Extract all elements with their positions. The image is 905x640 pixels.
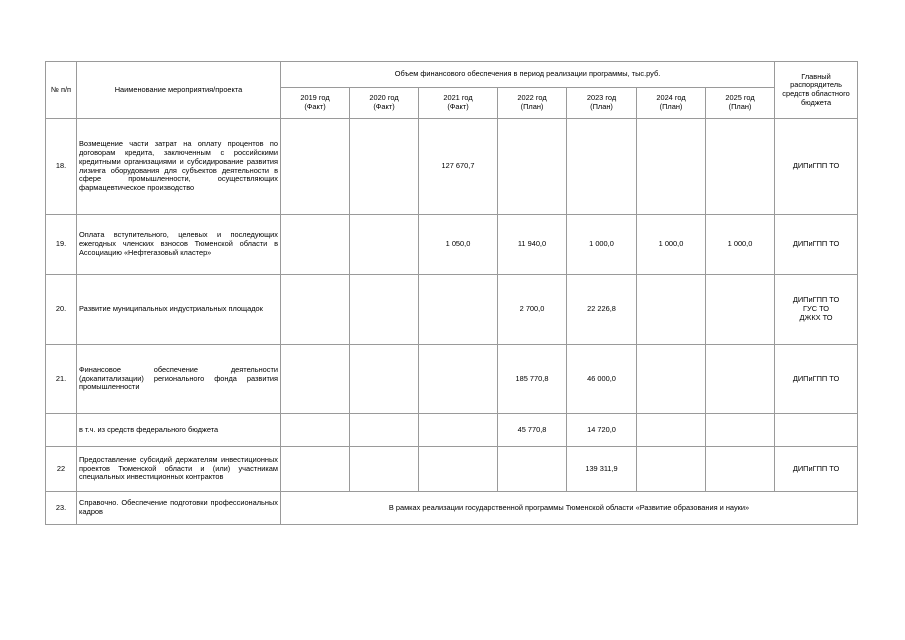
value-2023: 46 000,0 bbox=[567, 345, 637, 414]
value-2025 bbox=[706, 447, 775, 492]
value-2021: 1 050,0 bbox=[419, 215, 498, 275]
header-year-2021: 2021 год (Факт) bbox=[419, 88, 498, 119]
row-name: Справочно. Обеспечение подготовки профессиональных кадров bbox=[77, 492, 281, 525]
row-num: 22 bbox=[46, 447, 77, 492]
value-2024: 1 000,0 bbox=[637, 215, 706, 275]
row-distributor: ДИПиГПП ТО bbox=[775, 119, 858, 215]
value-2020 bbox=[350, 275, 419, 345]
value-2025 bbox=[706, 414, 775, 447]
table-row bbox=[46, 215, 858, 275]
value-2021 bbox=[419, 275, 498, 345]
table-row bbox=[46, 345, 858, 414]
value-2021 bbox=[419, 345, 498, 414]
funding-table bbox=[45, 61, 858, 525]
value-2022: 11 940,0 bbox=[498, 215, 567, 275]
header-name: Наименование мероприятия/проекта bbox=[77, 62, 281, 119]
distributor-line: ДЖКХ ТО bbox=[799, 312, 833, 322]
header-distributor: Главный распорядитель средств областного бюджета bbox=[775, 62, 858, 119]
header-year-2025: 2025 год (План) bbox=[706, 88, 775, 119]
header-year-2023: 2023 год (План) bbox=[567, 88, 637, 119]
value-2022: 45 770,8 bbox=[498, 414, 567, 447]
value-2025: 1 000,0 bbox=[706, 215, 775, 275]
value-2023: 1 000,0 bbox=[567, 215, 637, 275]
row-distributor: ДИПиГПП ТО bbox=[775, 447, 858, 492]
value-2019 bbox=[281, 215, 350, 275]
value-2021 bbox=[419, 414, 498, 447]
value-2022: 2 700,0 bbox=[498, 275, 567, 345]
value-2025 bbox=[706, 119, 775, 215]
value-2019 bbox=[281, 275, 350, 345]
row-num: 23. bbox=[46, 492, 77, 525]
row-name: Оплата вступительного, целевых и последующих ежегодных членских взносов Тюменской области в Ассоциацию «Нефтегазовый кластер» bbox=[77, 215, 281, 275]
value-2022 bbox=[498, 119, 567, 215]
header-year-2019: 2019 год (Факт) bbox=[281, 88, 350, 119]
value-2021 bbox=[419, 447, 498, 492]
row-distributor: ДИПиГПП ТО bbox=[775, 345, 858, 414]
header-year-2024: 2024 год (План) bbox=[637, 88, 706, 119]
row-name: в т.ч. из средств федерального бюджета bbox=[77, 414, 281, 447]
table-row bbox=[46, 275, 858, 345]
value-2024 bbox=[637, 119, 706, 215]
value-2024 bbox=[637, 275, 706, 345]
header-num: № п/п bbox=[46, 62, 77, 119]
value-2023: 22 226,8 bbox=[567, 275, 637, 345]
row-name: Развитие муниципальных индустриальных площадок bbox=[77, 275, 281, 345]
value-2019 bbox=[281, 414, 350, 447]
value-2020 bbox=[350, 345, 419, 414]
row-num: 18. bbox=[46, 119, 77, 215]
value-2024 bbox=[637, 345, 706, 414]
row-num: 21. bbox=[46, 345, 77, 414]
value-2022 bbox=[498, 447, 567, 492]
value-2023 bbox=[567, 119, 637, 215]
distributor-line: ДИПиГПП ТО bbox=[792, 295, 840, 305]
row-distributor bbox=[775, 414, 858, 447]
value-2025 bbox=[706, 275, 775, 345]
value-2024 bbox=[637, 414, 706, 447]
value-2019 bbox=[281, 447, 350, 492]
row-num bbox=[46, 414, 77, 447]
table-row bbox=[46, 414, 858, 447]
header-row-top bbox=[46, 62, 858, 88]
value-2023: 139 311,9 bbox=[567, 447, 637, 492]
row-num: 20. bbox=[46, 275, 77, 345]
value-2022: 185 770,8 bbox=[498, 345, 567, 414]
row-name: Возмещение части затрат на оплату процентов по договорам кредита, заключенным с российскими кредитными организациями и субсидирование развития лизинга оборудования для субъектов деятельности в сфере промышленности, осуществляющих фармацевтическое производство bbox=[77, 119, 281, 215]
value-2019 bbox=[281, 119, 350, 215]
table-row bbox=[46, 492, 858, 525]
header-funding: Объем финансового обеспечения в период реализации программы, тыс.руб. bbox=[281, 62, 775, 88]
value-2020 bbox=[350, 119, 419, 215]
row-note: В рамках реализации государственной программы Тюменской области «Развитие образования и науки» bbox=[281, 492, 858, 525]
value-2020 bbox=[350, 447, 419, 492]
header-year-2020: 2020 год (Факт) bbox=[350, 88, 419, 119]
row-distributor: ДИПиГПП ТО bbox=[775, 215, 858, 275]
value-2020 bbox=[350, 215, 419, 275]
table-row bbox=[46, 447, 858, 492]
row-num: 19. bbox=[46, 215, 77, 275]
table-row bbox=[46, 119, 858, 215]
row-name: Предоставление субсидий держателям инвестиционных проектов Тюменской области и (или) участникам специальных инвестиционных контрактов bbox=[77, 447, 281, 492]
value-2025 bbox=[706, 345, 775, 414]
header-year-2022: 2022 год (План) bbox=[498, 88, 567, 119]
row-distributor bbox=[775, 275, 858, 345]
row-name: Финансовое обеспечение деятельности (докапитализации) регионального фонда развития промышленности bbox=[77, 345, 281, 414]
value-2021: 127 670,7 bbox=[419, 119, 498, 215]
value-2019 bbox=[281, 345, 350, 414]
distributor-line: ГУС ТО bbox=[803, 304, 830, 314]
value-2023: 14 720,0 bbox=[567, 414, 637, 447]
value-2024 bbox=[637, 447, 706, 492]
value-2020 bbox=[350, 414, 419, 447]
